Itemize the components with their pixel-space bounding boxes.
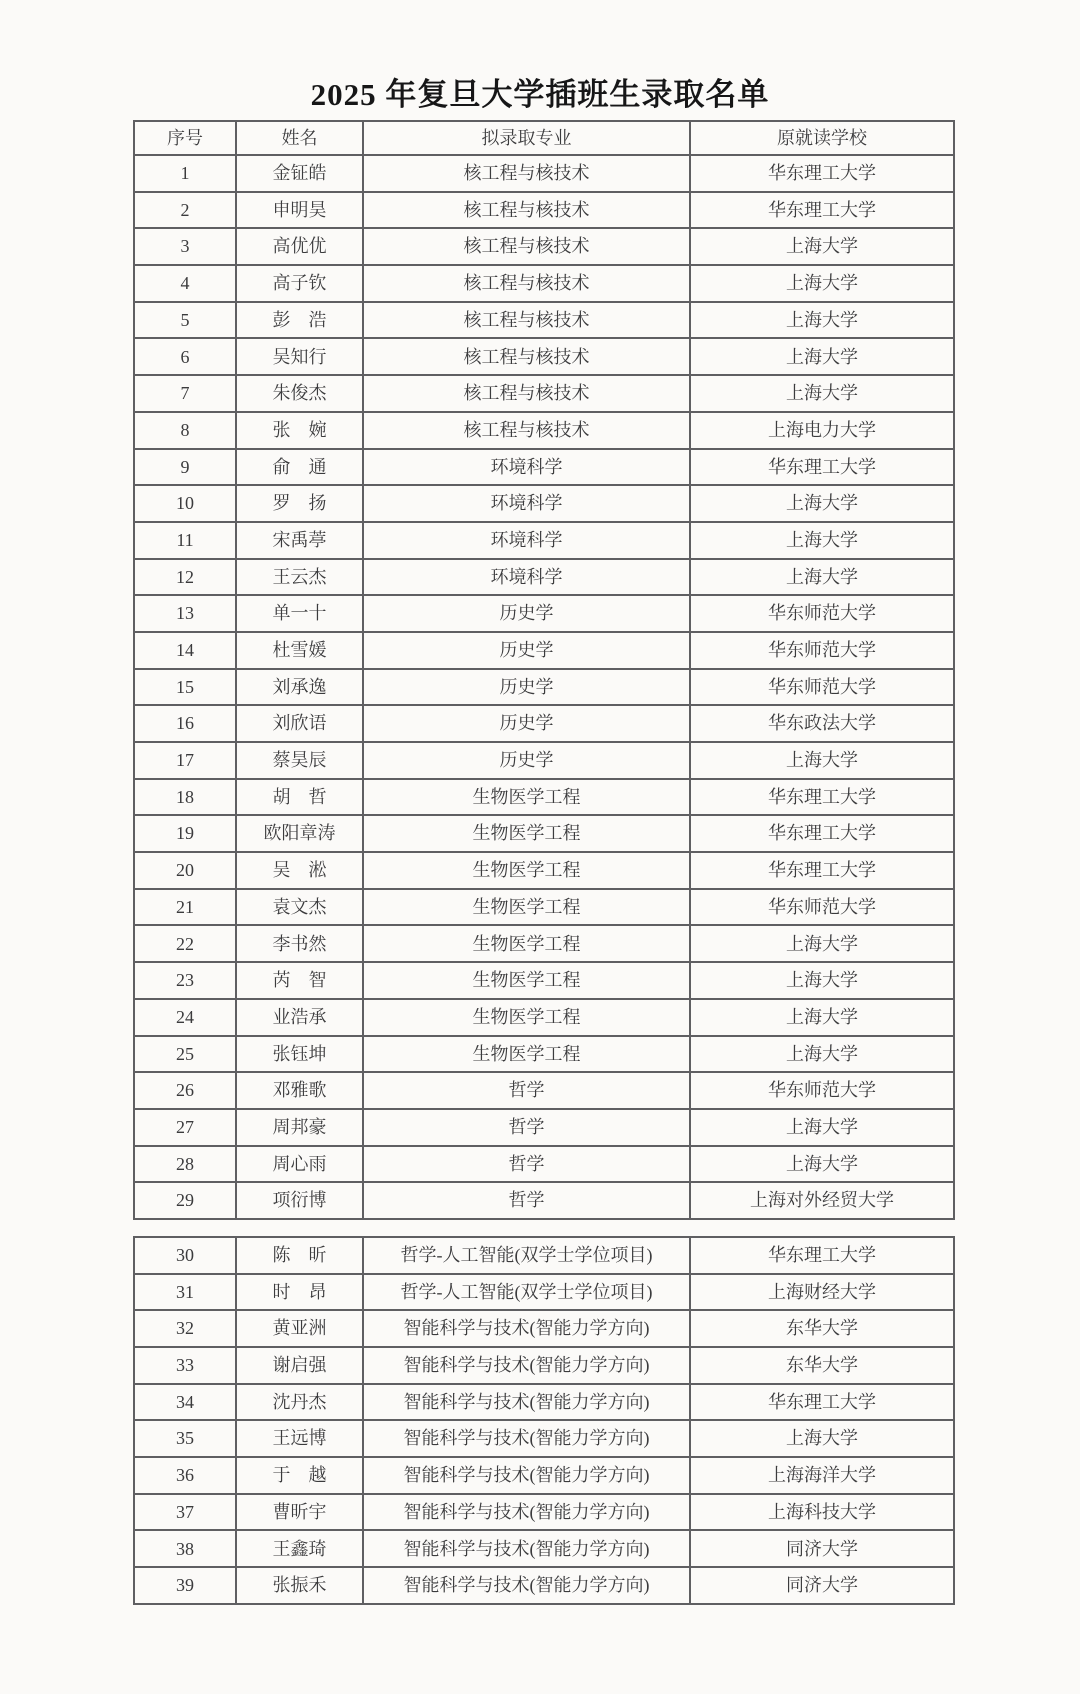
admission-table-part2: [133, 1236, 955, 1605]
cell-name: 邓雅歌: [236, 1072, 363, 1109]
cell-major: 生物医学工程: [363, 925, 690, 962]
table-row: [134, 1567, 954, 1604]
cell-school: 上海大学: [690, 485, 954, 522]
table-row: [134, 192, 954, 229]
cell-name: 俞 通: [236, 449, 363, 486]
cell-school: 华东理工大学: [690, 155, 954, 192]
cell-seq: 26: [134, 1072, 236, 1109]
cell-name: 于 越: [236, 1457, 363, 1494]
cell-seq: 21: [134, 889, 236, 926]
cell-major: 哲学: [363, 1182, 690, 1219]
table-row: [134, 742, 954, 779]
cell-name: 杜雪媛: [236, 632, 363, 669]
cell-school: 华东师范大学: [690, 1072, 954, 1109]
cell-seq: 2: [134, 192, 236, 229]
cell-school: 华东理工大学: [690, 852, 954, 889]
cell-school: 上海电力大学: [690, 412, 954, 449]
header-major: 拟录取专业: [363, 121, 690, 155]
cell-seq: 17: [134, 742, 236, 779]
cell-major: 生物医学工程: [363, 962, 690, 999]
cell-school: 上海大学: [690, 265, 954, 302]
cell-major: 智能科学与技术(智能力学方向): [363, 1310, 690, 1347]
cell-seq: 31: [134, 1274, 236, 1311]
cell-major: 智能科学与技术(智能力学方向): [363, 1420, 690, 1457]
cell-major: 哲学-人工智能(双学士学位项目): [363, 1237, 690, 1274]
cell-name: 周邦豪: [236, 1109, 363, 1146]
cell-school: 上海大学: [690, 522, 954, 559]
header-row: [134, 121, 954, 155]
cell-name: 沈丹杰: [236, 1384, 363, 1421]
table-row: [134, 595, 954, 632]
cell-major: 智能科学与技术(智能力学方向): [363, 1347, 690, 1384]
table-row: [134, 632, 954, 669]
cell-name: 谢启强: [236, 1347, 363, 1384]
table-row: [134, 228, 954, 265]
cell-seq: 22: [134, 925, 236, 962]
cell-major: 智能科学与技术(智能力学方向): [363, 1384, 690, 1421]
cell-name: 刘欣语: [236, 705, 363, 742]
cell-name: 欧阳章涛: [236, 815, 363, 852]
cell-school: 上海大学: [690, 1420, 954, 1457]
cell-seq: 20: [134, 852, 236, 889]
cell-seq: 29: [134, 1182, 236, 1219]
table-row: [134, 338, 954, 375]
cell-seq: 33: [134, 1347, 236, 1384]
table-row: [134, 1420, 954, 1457]
cell-school: 华东理工大学: [690, 815, 954, 852]
cell-seq: 12: [134, 559, 236, 596]
cell-seq: 1: [134, 155, 236, 192]
cell-name: 业浩承: [236, 999, 363, 1036]
cell-major: 历史学: [363, 595, 690, 632]
cell-seq: 39: [134, 1567, 236, 1604]
table-row: [134, 1310, 954, 1347]
cell-major: 生物医学工程: [363, 815, 690, 852]
cell-major: 核工程与核技术: [363, 228, 690, 265]
table-row: [134, 302, 954, 339]
cell-seq: 5: [134, 302, 236, 339]
table-row: [134, 1274, 954, 1311]
cell-seq: 24: [134, 999, 236, 1036]
cell-seq: 25: [134, 1036, 236, 1073]
table-row: [134, 1530, 954, 1567]
cell-name: 单一十: [236, 595, 363, 632]
cell-seq: 35: [134, 1420, 236, 1457]
cell-major: 环境科学: [363, 485, 690, 522]
table-row: [134, 375, 954, 412]
cell-major: 哲学: [363, 1072, 690, 1109]
cell-seq: 34: [134, 1384, 236, 1421]
table-row: [134, 779, 954, 816]
cell-major: 环境科学: [363, 559, 690, 596]
cell-school: 上海大学: [690, 338, 954, 375]
table-row: [134, 1457, 954, 1494]
cell-seq: 38: [134, 1530, 236, 1567]
table-row: [134, 925, 954, 962]
table-row: [134, 1036, 954, 1073]
cell-seq: 37: [134, 1494, 236, 1531]
table-row: [134, 852, 954, 889]
cell-name: 蔡昊辰: [236, 742, 363, 779]
cell-name: 胡 哲: [236, 779, 363, 816]
header-name: 姓名: [236, 121, 363, 155]
table-row: [134, 412, 954, 449]
cell-major: 历史学: [363, 669, 690, 706]
cell-seq: 30: [134, 1237, 236, 1274]
header-school: 原就读学校: [690, 121, 954, 155]
cell-school: 上海大学: [690, 925, 954, 962]
cell-school: 上海财经大学: [690, 1274, 954, 1311]
cell-school: 上海大学: [690, 742, 954, 779]
cell-major: 智能科学与技术(智能力学方向): [363, 1494, 690, 1531]
table-row: [134, 669, 954, 706]
cell-name: 张钰坤: [236, 1036, 363, 1073]
table-row: [134, 522, 954, 559]
cell-school: 上海大学: [690, 375, 954, 412]
cell-school: 华东理工大学: [690, 192, 954, 229]
cell-major: 哲学: [363, 1109, 690, 1146]
cell-major: 核工程与核技术: [363, 338, 690, 375]
cell-school: 华东师范大学: [690, 595, 954, 632]
page-title: 2025 年复旦大学插班生录取名单: [310, 77, 770, 112]
cell-school: 华东师范大学: [690, 889, 954, 926]
cell-major: 生物医学工程: [363, 779, 690, 816]
cell-school: 上海海洋大学: [690, 1457, 954, 1494]
cell-seq: 27: [134, 1109, 236, 1146]
cell-seq: 4: [134, 265, 236, 302]
cell-name: 项衍博: [236, 1182, 363, 1219]
table-row: [134, 999, 954, 1036]
cell-school: 华东师范大学: [690, 632, 954, 669]
cell-major: 核工程与核技术: [363, 375, 690, 412]
cell-name: 张 婉: [236, 412, 363, 449]
cell-name: 刘承逸: [236, 669, 363, 706]
cell-school: 华东理工大学: [690, 449, 954, 486]
cell-name: 曹昕宇: [236, 1494, 363, 1531]
table-row: [134, 265, 954, 302]
cell-name: 高子钦: [236, 265, 363, 302]
cell-school: 同济大学: [690, 1567, 954, 1604]
cell-name: 王鑫琦: [236, 1530, 363, 1567]
cell-seq: 8: [134, 412, 236, 449]
cell-school: 上海大学: [690, 962, 954, 999]
cell-name: 罗 扬: [236, 485, 363, 522]
cell-seq: 14: [134, 632, 236, 669]
cell-school: 上海科技大学: [690, 1494, 954, 1531]
table-row: [134, 1072, 954, 1109]
cell-school: 华东理工大学: [690, 779, 954, 816]
admission-table-part1: [133, 120, 955, 1220]
cell-major: 环境科学: [363, 522, 690, 559]
cell-seq: 10: [134, 485, 236, 522]
table-row: [134, 889, 954, 926]
cell-school: 上海大学: [690, 1036, 954, 1073]
table-row: [134, 1109, 954, 1146]
cell-name: 高优优: [236, 228, 363, 265]
table-row: [134, 705, 954, 742]
cell-seq: 7: [134, 375, 236, 412]
cell-major: 智能科学与技术(智能力学方向): [363, 1530, 690, 1567]
cell-name: 李书然: [236, 925, 363, 962]
cell-name: 王云杰: [236, 559, 363, 596]
cell-school: 同济大学: [690, 1530, 954, 1567]
cell-seq: 18: [134, 779, 236, 816]
cell-name: 申明昊: [236, 192, 363, 229]
cell-major: 核工程与核技术: [363, 265, 690, 302]
cell-seq: 32: [134, 1310, 236, 1347]
cell-school: 东华大学: [690, 1347, 954, 1384]
cell-name: 时 昂: [236, 1274, 363, 1311]
cell-major: 历史学: [363, 742, 690, 779]
cell-name: 陈 昕: [236, 1237, 363, 1274]
table-row: [134, 485, 954, 522]
cell-school: 华东师范大学: [690, 669, 954, 706]
cell-name: 芮 智: [236, 962, 363, 999]
cell-major: 历史学: [363, 632, 690, 669]
cell-school: 上海对外经贸大学: [690, 1182, 954, 1219]
cell-seq: 19: [134, 815, 236, 852]
cell-major: 环境科学: [363, 449, 690, 486]
cell-school: 东华大学: [690, 1310, 954, 1347]
cell-name: 金钲皓: [236, 155, 363, 192]
cell-major: 生物医学工程: [363, 1036, 690, 1073]
cell-name: 朱俊杰: [236, 375, 363, 412]
table-row: [134, 449, 954, 486]
cell-major: 哲学: [363, 1146, 690, 1183]
cell-school: 上海大学: [690, 228, 954, 265]
cell-major: 核工程与核技术: [363, 412, 690, 449]
table-row: [134, 815, 954, 852]
cell-major: 生物医学工程: [363, 999, 690, 1036]
table-row: [134, 1347, 954, 1384]
cell-school: 华东政法大学: [690, 705, 954, 742]
cell-seq: 11: [134, 522, 236, 559]
cell-school: 上海大学: [690, 1146, 954, 1183]
cell-major: 生物医学工程: [363, 852, 690, 889]
cell-name: 王远博: [236, 1420, 363, 1457]
cell-name: 吴知行: [236, 338, 363, 375]
cell-major: 核工程与核技术: [363, 155, 690, 192]
cell-seq: 15: [134, 669, 236, 706]
table-row: [134, 1494, 954, 1531]
cell-school: 上海大学: [690, 559, 954, 596]
cell-major: 智能科学与技术(智能力学方向): [363, 1567, 690, 1604]
cell-seq: 36: [134, 1457, 236, 1494]
cell-seq: 6: [134, 338, 236, 375]
cell-major: 核工程与核技术: [363, 192, 690, 229]
cell-major: 智能科学与技术(智能力学方向): [363, 1457, 690, 1494]
table-row: [134, 1182, 954, 1219]
cell-major: 核工程与核技术: [363, 302, 690, 339]
cell-seq: 3: [134, 228, 236, 265]
cell-name: 张振禾: [236, 1567, 363, 1604]
table-row: [134, 1237, 954, 1274]
cell-name: 周心雨: [236, 1146, 363, 1183]
cell-seq: 16: [134, 705, 236, 742]
cell-name: 黄亚洲: [236, 1310, 363, 1347]
cell-name: 宋禹葶: [236, 522, 363, 559]
cell-school: 上海大学: [690, 1109, 954, 1146]
cell-major: 哲学-人工智能(双学士学位项目): [363, 1274, 690, 1311]
header-seq: 序号: [134, 121, 236, 155]
cell-major: 历史学: [363, 705, 690, 742]
table-row: [134, 1384, 954, 1421]
cell-seq: 23: [134, 962, 236, 999]
cell-school: 上海大学: [690, 999, 954, 1036]
cell-name: 彭 浩: [236, 302, 363, 339]
table-row: [134, 962, 954, 999]
table-row: [134, 155, 954, 192]
cell-seq: 28: [134, 1146, 236, 1183]
table-row: [134, 1146, 954, 1183]
cell-name: 吴 淞: [236, 852, 363, 889]
cell-school: 华东理工大学: [690, 1384, 954, 1421]
cell-seq: 9: [134, 449, 236, 486]
cell-seq: 13: [134, 595, 236, 632]
table-row: [134, 559, 954, 596]
cell-name: 袁文杰: [236, 889, 363, 926]
cell-school: 上海大学: [690, 302, 954, 339]
cell-school: 华东理工大学: [690, 1237, 954, 1274]
cell-major: 生物医学工程: [363, 889, 690, 926]
